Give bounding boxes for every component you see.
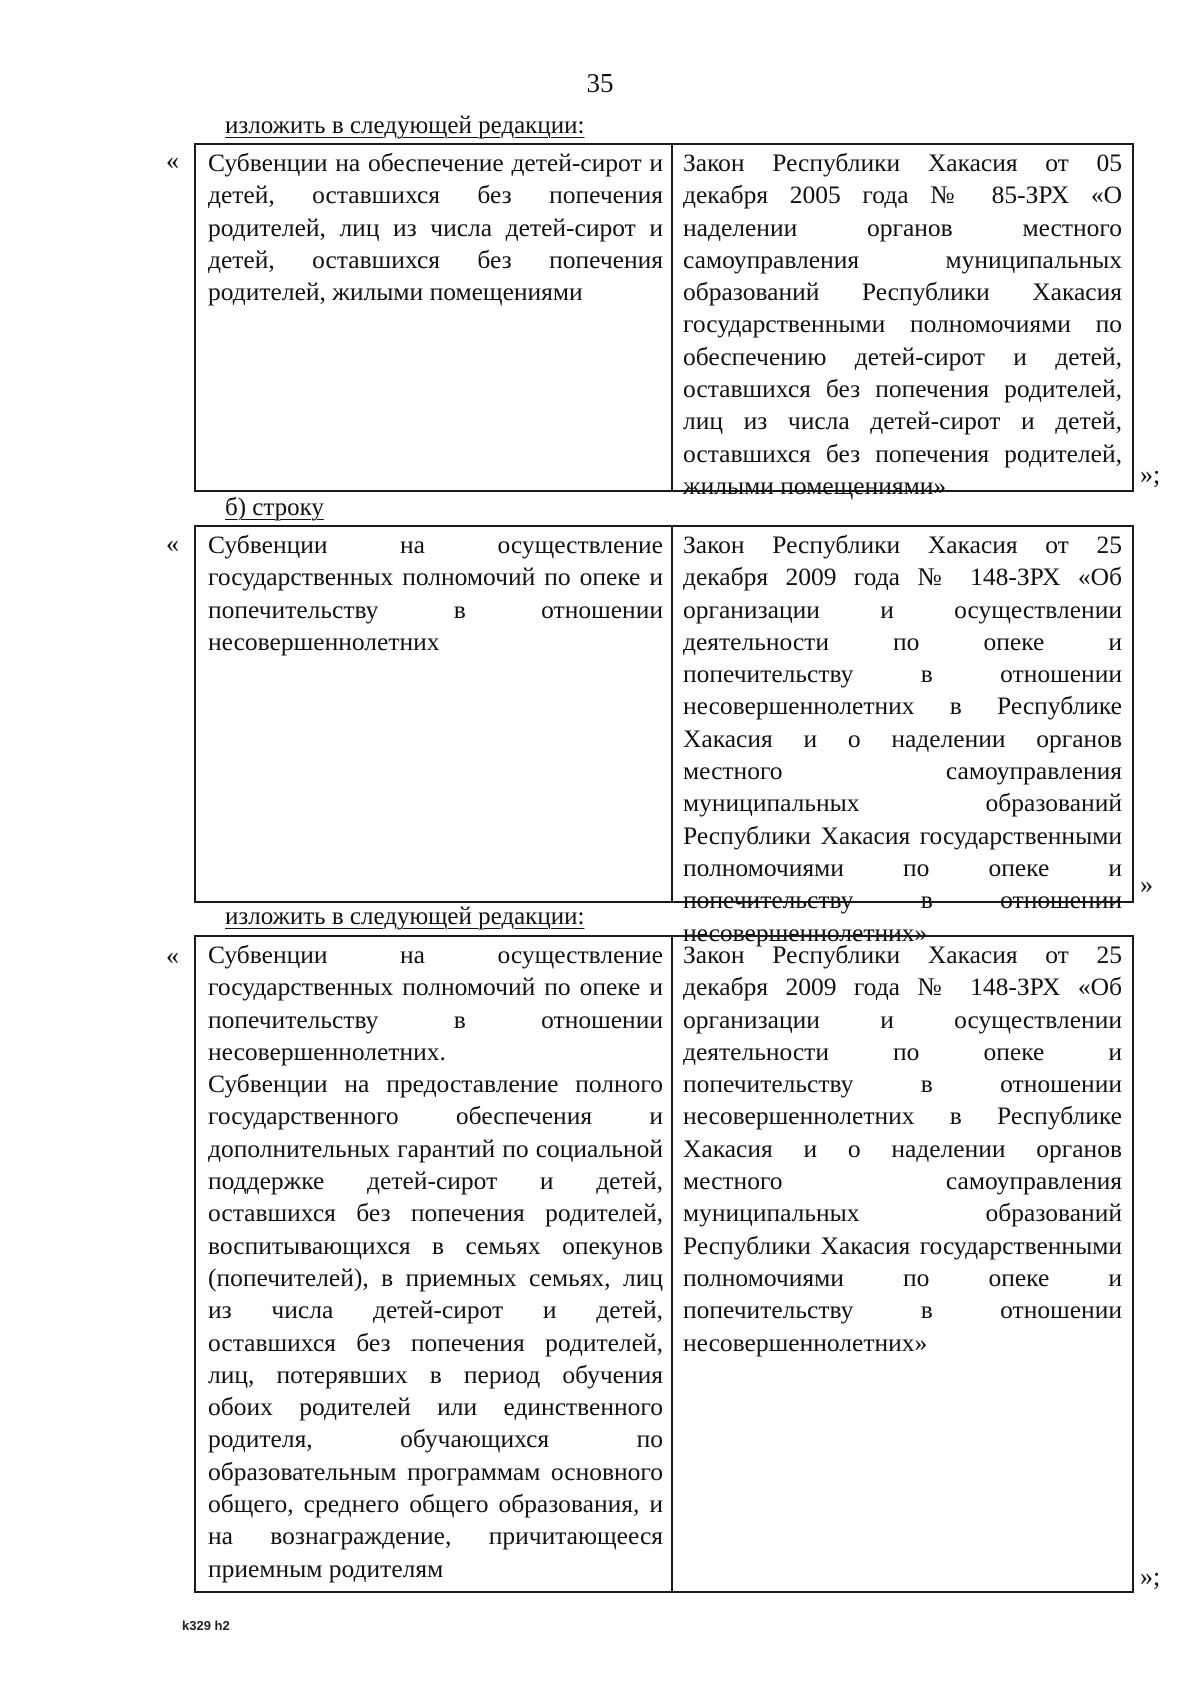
section-c-close-quote: »; (1140, 1562, 1161, 1591)
section-b-intro: б) строку (225, 494, 324, 521)
section-c-open-quote: « (166, 941, 179, 970)
footer-code: k329 h2 (182, 1618, 230, 1633)
section-b-right-cell (673, 527, 1132, 947)
section-a-right-cell (673, 145, 1132, 500)
section-c-left-paragraph-2: Субвенции на предоставление полного государственного обеспечения и дополнительных гарантий по социальной поддержке детей-сирот и детей, оставшихся без попечения родителей, воспитывающихся в семьях опекунов (попечителей), в приемных семьях, лиц из числа детей-сирот и детей, оставшихся без попечения родителей, лиц, потерявших в период обучения обоих родителей или единственного родителя, обучающихся по образовательным программам основного общего, среднего общего образования, и на вознаграждение, причитающееся приемным родителям (208, 1069, 663, 1583)
section-b-open-quote: « (166, 529, 179, 558)
section-a-right-text: Закон Республики Хакасия от 05 декабря 2005 года № 85-ЗРХ «О наделении органов местного самоуправления муниципальных образований Республики Хакасия государственными полномочиями по обеспечению детей-сирот и детей, оставшихся без попечения родителей, лиц из числа детей-сирот и детей, оставшихся без попечения родителей, жилыми помещениями» (683, 148, 1122, 500)
section-c-left-paragraph-1: Субвенции на осуществление государственных полномочий по опеке и попечительству в отношении несовершеннолетних. (208, 940, 663, 1066)
section-b-left-cell (196, 527, 673, 901)
section-a-close-quote: »; (1140, 460, 1161, 489)
section-a-intro: изложить в следующей редакции: (225, 112, 585, 139)
section-a-left-cell (196, 145, 673, 490)
section-c-intro: изложить в следующей редакции: (225, 903, 585, 930)
section-b-right-text: Закон Республики Хакасия от 25 декабря 2009 года № 148-ЗРХ «Об организации и осуществлении деятельности по опеке и попечительству в отношении несовершеннолетних в Республике Хакасия и о наделении органов местного самоуправления муниципальных образований Республики Хакасия государственными полномочиями по опеке и попечительству в отношении несовершеннолетних» (683, 530, 1122, 947)
section-a-table (194, 143, 1134, 500)
section-a-open-quote: « (166, 146, 179, 175)
section-b-close-quote: » (1140, 870, 1153, 899)
page-number: 35 (586, 68, 614, 98)
section-c-right-cell (673, 937, 1132, 1591)
section-a-left-text: Субвенции на обеспечение детей-сирот и детей, оставшихся без попечения родителей, лиц из числа детей-сирот и детей, оставшихся без попечения родителей, жилыми помещениями (208, 148, 663, 307)
section-b-left-text: Субвенции на осуществление государственных полномочий по опеке и попечительству в отношении несовершеннолетних (208, 530, 663, 656)
section-c-left-cell (196, 937, 673, 1591)
section-c-right-text: Закон Республики Хакасия от 25 декабря 2009 года № 148-ЗРХ «Об организации и осуществлении деятельности по опеке и попечительству в отношении несовершеннолетних в Республике Хакасия и о наделении органов местного самоуправления муниципальных образований Республики Хакасия государственными полномочиями по опеке и попечительству в отношении несовершеннолетних» (683, 940, 1122, 1357)
section-c-table (194, 935, 1134, 1593)
